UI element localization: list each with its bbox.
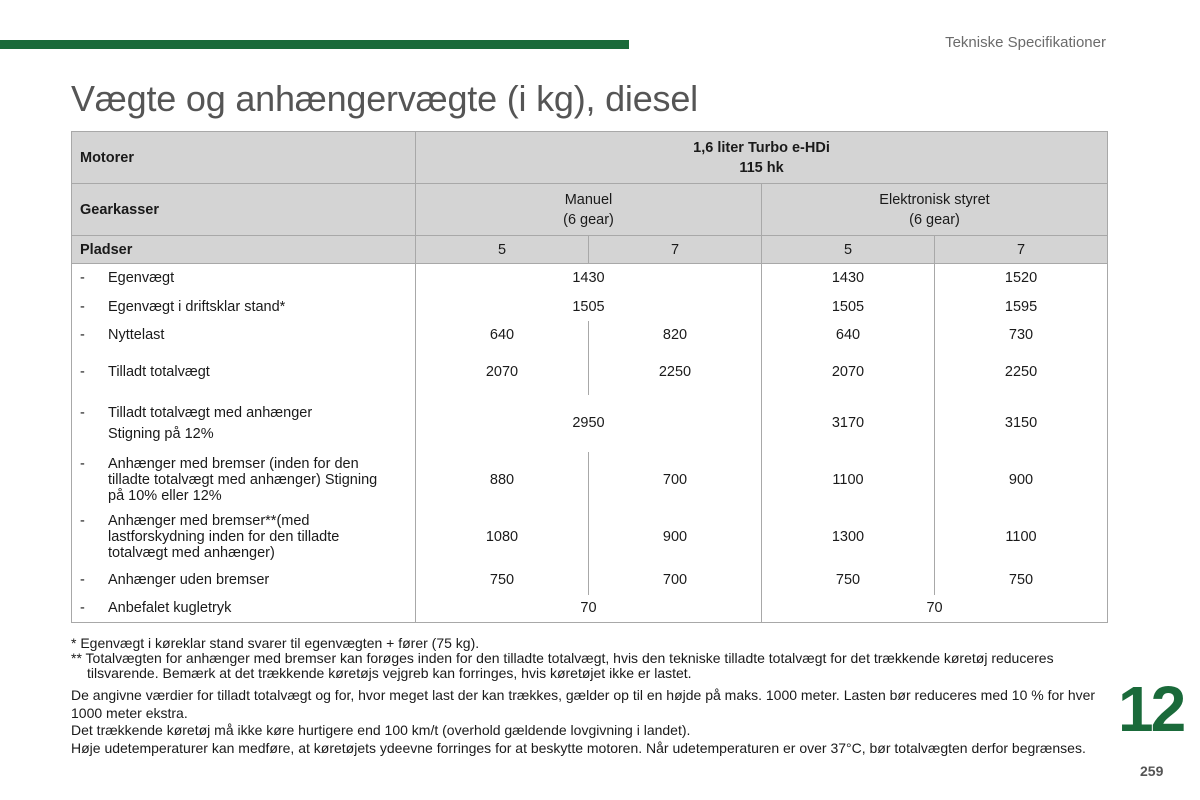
cell-value: 3170 (762, 395, 935, 452)
cell-value: 640 (416, 321, 589, 349)
cell-value: 2250 (589, 349, 762, 395)
row-dash: - (80, 404, 85, 421)
row-dash: - (80, 363, 85, 380)
cell-value: 750 (762, 566, 935, 595)
engine-label: Motorer (72, 132, 416, 184)
cell-value: 2070 (762, 349, 935, 395)
table-row (72, 321, 1108, 349)
table-row (72, 264, 1108, 293)
engine-value (416, 132, 1108, 184)
table-row (72, 509, 1108, 566)
gearbox-auto-name: Elektronisk styret (879, 191, 990, 208)
table-row (72, 452, 1108, 509)
seats-value: 7 (935, 236, 1108, 264)
seats-value: 5 (762, 236, 935, 264)
cell-value: 1100 (935, 509, 1108, 566)
cell-value: 700 (589, 566, 762, 595)
gearbox-manual-gears: (6 gear) (563, 211, 614, 228)
section-title: Tekniske Specifikationer (945, 34, 1106, 51)
table-row (72, 349, 1108, 395)
row-label: Nyttelast (108, 326, 165, 343)
row-dash: - (80, 513, 85, 529)
cell-value: 900 (589, 509, 762, 566)
cell-value: 1520 (935, 264, 1108, 293)
gearbox-auto (762, 184, 1108, 236)
cell-value: 900 (935, 452, 1108, 509)
table-row (72, 566, 1108, 595)
cell-value: 70 (416, 595, 762, 623)
gearbox-auto-gears: (6 gear) (909, 211, 960, 228)
cell-value: 1505 (762, 293, 935, 321)
table-row (72, 293, 1108, 321)
gearbox-manual (416, 184, 762, 236)
cell-value: 1430 (416, 264, 762, 293)
table-row (72, 395, 1108, 452)
row-dash: - (80, 298, 85, 315)
header-accent-bar (0, 40, 629, 49)
cell-value: 640 (762, 321, 935, 349)
row-label: Egenvægt i driftsklar stand* (108, 298, 286, 315)
row-dash: - (80, 572, 85, 588)
cell-value: 1100 (762, 452, 935, 509)
weights-table (71, 131, 1108, 623)
row-dash: - (80, 600, 85, 617)
cell-value: 2950 (416, 395, 762, 452)
note-paragraph: Det trækkende køretøj må ikke køre hurtigere end 100 km/t (overhold gældende lovgivning i landet). (71, 722, 691, 738)
note-paragraph: De angivne værdier for tilladt totalvægt og for, hvor meget last der kan trækkes, gælder op til en højde på maks. 1000 meter. Lasten bør reduceres med 10 % for hver 1000 meter ekstra. (71, 687, 1096, 721)
cell-value: 3150 (935, 395, 1108, 452)
footnote: ** Totalvægten for anhænger med bremser kan forøges inden for den tilladte totalvægt, hvis den tekniske tilladte totalvægt for det trækkende køretøj reduceres tilsvarende. Bemærk at det trækkende køretøjs vejgreb kan forringes, hvis køretøjet ikke er lastet. (71, 650, 1054, 681)
gearbox-manual-name: Manuel (564, 191, 613, 208)
cell-value: 730 (935, 321, 1108, 349)
cell-value: 750 (416, 566, 589, 595)
engine-name: 1,6 liter Turbo e-HDi (693, 139, 830, 156)
row-dash: - (80, 326, 85, 343)
note-paragraph: Høje udetemperaturer kan medføre, at køretøjets ydeevne forringes for at beskytte motoren. Når udetemperaturen er over 37°C, bør totalvægten derfor begrænses. (71, 739, 1086, 756)
cell-value: 1300 (762, 509, 935, 566)
row-label: Egenvægt (108, 270, 175, 287)
cell-value: 70 (762, 595, 1108, 623)
row-label: Anhænger med bremser (inden for den tilladte totalvægt med anhænger) Stigning på 10% eller 12% (108, 456, 378, 504)
seats-value: 7 (589, 236, 762, 264)
seats-value: 5 (416, 236, 589, 264)
row-dash: - (80, 456, 85, 472)
notes (71, 687, 1111, 757)
page-number: 259 (1140, 763, 1164, 779)
row-label (108, 405, 312, 442)
cell-value: 820 (589, 321, 762, 349)
gearbox-row (72, 184, 1108, 236)
cell-value: 1080 (416, 509, 589, 566)
footnotes (71, 636, 1111, 681)
cell-value: 880 (416, 452, 589, 509)
cell-value: 700 (589, 452, 762, 509)
cell-value: 2250 (935, 349, 1108, 395)
row-dash: - (80, 270, 85, 287)
chapter-number: 12 (1118, 673, 1184, 745)
cell-value: 750 (935, 566, 1108, 595)
table-row (72, 595, 1108, 623)
seats-row (72, 236, 1108, 264)
row-label: Anbefalet kugletryk (108, 600, 232, 617)
cell-value: 1595 (935, 293, 1108, 321)
row-label-line: Tilladt totalvægt med anhænger (108, 404, 313, 421)
cell-value: 1430 (762, 264, 935, 293)
row-label-line: Stigning på 12% (108, 425, 214, 442)
row-label: Anhænger med bremser**(med lastforskydning inden for den tilladte totalvægt med anhænger) (108, 513, 340, 561)
footnote: * Egenvægt i køreklar stand svarer til egenvægten + fører (75 kg). (71, 635, 480, 651)
cell-value: 2070 (416, 349, 589, 395)
row-label: Anhænger uden bremser (108, 572, 270, 588)
gearbox-label: Gearkasser (72, 184, 416, 236)
engine-row (72, 132, 1108, 184)
row-label: Tilladt totalvægt (108, 363, 210, 380)
page-title: Vægte og anhængervægte (i kg), diesel (71, 78, 698, 119)
cell-value: 1505 (416, 293, 762, 321)
seats-label: Pladser (72, 236, 416, 264)
engine-power: 115 hk (739, 159, 784, 176)
